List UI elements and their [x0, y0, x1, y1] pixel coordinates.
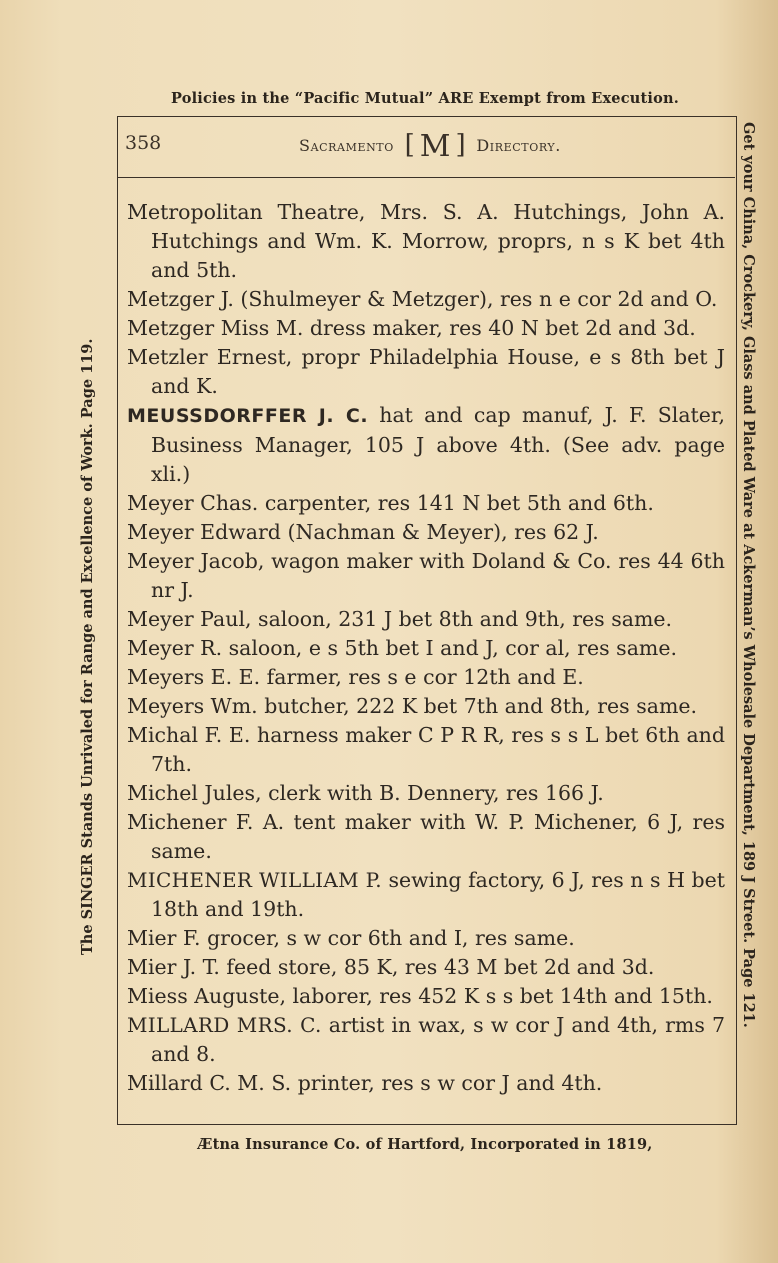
entry-name: MEUSSDORFFER J. C. [127, 405, 369, 427]
entry-details: artist in wax, s w cor J and 4th, rms 7 and 8. [151, 1013, 725, 1066]
bottom-advertisement: Ætna Insurance Co. of Hartford, Incorporated in 1819, [197, 1136, 653, 1153]
entry-name: Mier F. [127, 926, 201, 950]
entry-details: (Nachman & Meyer), res 62 J. [280, 520, 599, 544]
section-letter: M [419, 129, 451, 164]
directory-entry [127, 314, 725, 343]
running-head-city: Sacramento [299, 136, 394, 155]
directory-entry [127, 663, 725, 692]
entry-name: Michal F. E. [127, 723, 251, 747]
entry-name: Metropolitan Theatre, [127, 200, 366, 224]
entry-details: hat and cap manuf, J. F. Slater, Business Manager, 105 J above 4th. (See adv. page xli.) [151, 403, 725, 486]
entry-details: clerk with B. Dennery, res 166 J. [261, 781, 604, 805]
entry-details: wagon maker with Doland & Co. res 44 6th nr J. [151, 549, 725, 602]
directory-entry [127, 1069, 725, 1098]
bracket-close: ] [455, 130, 466, 160]
entry-name: Meyers E. E. [127, 665, 261, 689]
entry-name: Mier J. T. [127, 955, 220, 979]
directory-entries [127, 198, 725, 1098]
running-head [265, 129, 595, 164]
directory-entry [127, 808, 725, 866]
directory-entry [127, 489, 725, 518]
entry-details: saloon, 231 J bet 8th and 9th, res same. [251, 607, 673, 631]
top-advertisement: Policies in the “Pacific Mutual” ARE Exempt from Execution. [171, 90, 679, 107]
entry-details: Mrs. S. A. Hutchings, John A. Hutchings and Wm. K. Morrow, proprs, n s K bet 4th and 5th. [151, 200, 725, 282]
directory-entry [127, 721, 725, 779]
entry-name: Meyers Wm. [127, 694, 258, 718]
directory-entry [127, 547, 725, 605]
directory-entry [127, 692, 725, 721]
entry-details: (Shulmeyer & Metzger), res n e cor 2d and O. [233, 287, 718, 311]
entry-name: Meyer Edward [127, 520, 281, 544]
header-rule [117, 177, 735, 178]
entry-details: feed store, 85 K, res 43 M bet 2d and 3d. [219, 955, 655, 979]
entry-name: MILLARD MRS. C. [127, 1013, 322, 1037]
entry-details: farmer, res s e cor 12th and E. [260, 665, 584, 689]
directory-entry [127, 401, 725, 489]
entry-details: propr Philadelphia House, e s 8th bet J and K. [151, 345, 725, 398]
entry-name: Meyer Jacob, [127, 549, 265, 573]
left-margin-advertisement: The SINGER Stands Unrivaled for Range and Excellence of Work. Page 119. [79, 338, 96, 955]
directory-entry [127, 982, 725, 1011]
directory-entry [127, 343, 725, 401]
entry-name: Millard C. M. S. [127, 1071, 292, 1095]
running-head-directory: Directory. [476, 136, 561, 155]
entry-details: harness maker C P R R, res s s L bet 6th and 7th. [151, 723, 725, 776]
entry-details: tent maker with W. P. Michener, 6 J, res same. [151, 810, 725, 863]
entry-details: saloon, e s 5th bet I and J, cor al, res same. [222, 636, 678, 660]
directory-entry [127, 285, 725, 314]
page-number: 358 [125, 132, 162, 154]
directory-entry [127, 866, 725, 924]
directory-entry [127, 779, 725, 808]
entry-name: Meyer Paul, [127, 607, 252, 631]
directory-entry [127, 518, 725, 547]
entry-name: Metzger J. [127, 287, 234, 311]
entry-name: Meyer R. [127, 636, 223, 660]
entry-name: Miess Auguste, [127, 984, 286, 1008]
directory-entry [127, 198, 725, 285]
entry-name: Michener F. A. [127, 810, 285, 834]
entry-name: MICHENER WILLIAM P. [127, 868, 382, 892]
page-header [125, 129, 715, 169]
entry-details: laborer, res 452 K s s bet 14th and 15th. [285, 984, 713, 1008]
directory-entry [127, 953, 725, 982]
directory-entry [127, 924, 725, 953]
entry-details: carpenter, res 141 N bet 5th and 6th. [258, 491, 654, 515]
entry-details: butcher, 222 K bet 7th and 8th, res same. [257, 694, 698, 718]
directory-entry [127, 634, 725, 663]
entry-details: sewing factory, 6 J, res n s H bet 18th and 19th. [151, 868, 725, 921]
directory-entry [127, 605, 725, 634]
entry-name: Meyer Chas. [127, 491, 259, 515]
right-margin-advertisement: Get your China, Crockery, Glass and Plated Ware at Ackerman’s Wholesale Department, 189 J Street. Page 121. [740, 122, 757, 1028]
entry-name: Metzger Miss M. [127, 316, 304, 340]
entry-name: Michel Jules, [127, 781, 262, 805]
entry-name: Metzler Ernest, [127, 345, 293, 369]
entry-details: grocer, s w cor 6th and I, res same. [200, 926, 575, 950]
entry-details: dress maker, res 40 N bet 2d and 3d. [303, 316, 696, 340]
bracket-open: [ [404, 130, 415, 160]
directory-entry [127, 1011, 725, 1069]
entry-details: printer, res s w cor J and 4th. [291, 1071, 603, 1095]
